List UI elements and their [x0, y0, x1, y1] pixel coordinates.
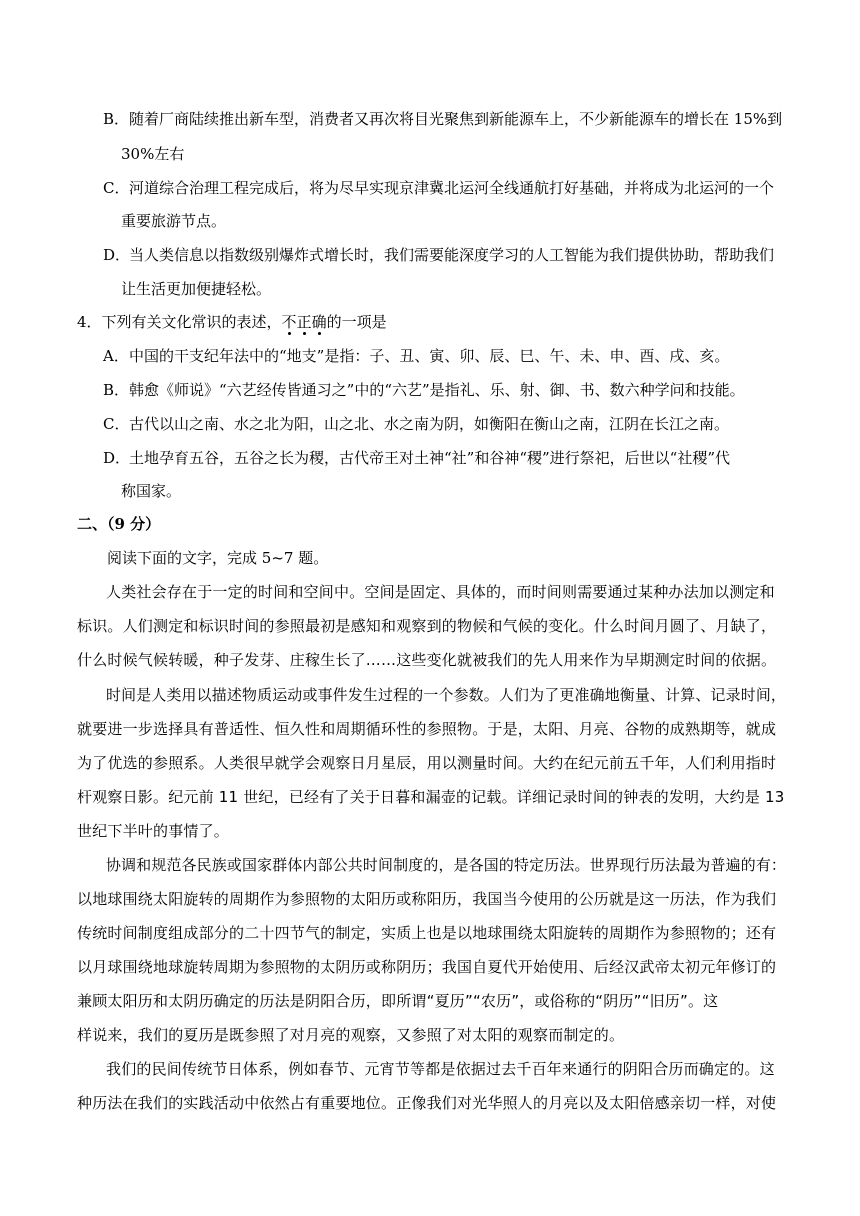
q4-option-c: [103, 414, 729, 434]
q3-option-d-label: D．: [103, 246, 131, 264]
passage-line-15: 我们的民间传统节日体系，例如春节、元宵节等都是依据过去千百年来通行的阴阳合历而确定的。这: [106, 1060, 775, 1078]
passage-line-1: 人类社会存在于一定的时间和空间中。空间是固定、具体的，而时间则需要通过某种办法加以测定和: [106, 583, 775, 601]
q3-option-c-line2: 重要旅游节点。: [121, 212, 227, 230]
passage-line-4: 时间是人类用以描述物质运动或事件发生过程的一个参数。人们为了更准确地衡量、计算、记录时间，: [106, 686, 787, 704]
q4-stem-suffix: 的一项是: [326, 313, 387, 331]
q3-option-b-label: B．: [103, 110, 130, 128]
passage-line-9: 协调和规范各民族或国家群体内部公共时间制度的，是各国的特定历法。世界现行历法最为普遍的有：: [106, 856, 787, 874]
passage-line-6: 为了优选的参照系。人类很早就学会观察日月星辰，用以测量时间。大约在纪元前五千年，人们利用指时: [77, 754, 777, 772]
q3-option-b-line2: 30%左右: [121, 145, 185, 163]
passage-line-10: 以地球围绕太阳旋转的周期作为参照物的太阳历或称阳历，我国当今使用的公历就是这一历法，作为我们: [77, 890, 777, 908]
q4-option-c-text: 古代以山之南、水之北为阳，山之北、水之南为阴，如衡阳在衡山之南，江阴在长江之南。: [129, 415, 730, 433]
section-2-instruction: 阅读下面的文字，完成 5~7 题。: [107, 549, 329, 567]
q4-emph-char-1: 不: [281, 313, 297, 331]
q4-option-b: [103, 380, 745, 400]
q3-option-b-text: 随着厂商陆续推出新车型，消费者又再次将目光聚焦到新能源车上，不少新能源车的增长在 15%到: [129, 110, 783, 128]
passage-line-11: 传统时间制度组成部分的二十四节气的制定，实质上也是以地球围绕太阳旋转的周期作为参照物的；还有: [77, 924, 777, 942]
passage-line-3: 什么时候气候转暖，种子发芽、庄稼生长了……这些变化就被我们的先人用来作为早期测定时间的依据。: [77, 651, 777, 669]
q4-option-b-label: B．: [103, 381, 130, 399]
q3-option-d-line1: [103, 245, 774, 265]
passage-line-5: 就要进一步选择具有普适性、恒久性和周期循环性的参照物。于是，太阳、月亮、谷物的成熟期等，就成: [77, 720, 777, 738]
q3-option-c-label: C．: [103, 179, 130, 197]
q3-option-c-text: 河道综合治理工程完成后，将为尽早实现京津冀北运河全线通航打好基础，并将成为北运河的一个: [129, 179, 775, 197]
q4-stem: [77, 312, 387, 332]
passage-line-13: 兼顾太阳历和太阴历确定的历法是阴阳合历，即所谓“夏历”“农历”，或俗称的“阴历”“旧历”。这: [77, 992, 719, 1010]
q4-stem-prefix: 4．下列有关文化常识的表述，: [77, 313, 282, 331]
passage-line-14: 样说来，我们的夏历是既参照了对月亮的观察，又参照了对太阳的观察而制定的。: [77, 1026, 625, 1044]
q4-option-b-text: 韩愈《师说》“六艺经传皆通习之”中的“六艺”是指礼、乐、射、御、书、数六种学问和技能。: [129, 381, 745, 399]
passage-line-7: 杆观察日影。纪元前 11 世纪，已经有了关于日暮和漏壶的记载。详细记录时间的钟表的发明，大约是 13: [77, 788, 785, 806]
q4-option-d-line2: 称国家。: [121, 482, 182, 500]
passage-line-8: 世纪下半叶的事情了。: [77, 822, 230, 840]
q3-option-c-line1: [103, 178, 774, 198]
q3-option-b-line1: [103, 109, 782, 129]
q4-option-c-label: C．: [103, 415, 130, 433]
passage-line-12: 以月球围绕地球旋转周期为参照物的太阴历或称阴历；我国自夏代开始使用、后经汉武帝太初元年修订的: [77, 958, 777, 976]
q4-option-d-label: D．: [103, 449, 131, 467]
q4-option-a-text: 中国的干支纪年法中的“地支”是指：子、丑、寅、卯、辰、巳、午、未、申、酉、戌、亥。: [129, 347, 730, 365]
q4-option-d-text: 土地孕育五谷，五谷之长为稷，古代帝王对土神“社”和谷神“稷”进行祭祀，后世以“社稷”代: [129, 449, 731, 467]
q3-option-d-line2: 让生活更加便捷轻松。: [121, 280, 272, 298]
q3-option-d-text: 当人类信息以指数级别爆炸式增长时，我们需要能深度学习的人工智能为我们提供协助，帮助我们: [129, 246, 775, 264]
q4-option-a: [103, 346, 729, 366]
q4-emph-char-3: 确: [311, 313, 327, 331]
passage-line-2: 标识。人们测定和标识时间的参照最初是感知和观察到的物候和气候的变化。什么时间月圆了、月缺了，: [77, 617, 777, 635]
q4-emph-char-2: 正: [296, 313, 312, 331]
section-2-title: 二、（9 分）: [77, 515, 161, 533]
q4-option-d-line1: [103, 448, 730, 468]
q4-option-a-label: A．: [103, 347, 129, 365]
passage-line-16: 种历法在我们的实践活动中依然占有重要地位。正像我们对光华照人的月亮以及太阳倍感亲切一样，对使: [77, 1094, 777, 1112]
